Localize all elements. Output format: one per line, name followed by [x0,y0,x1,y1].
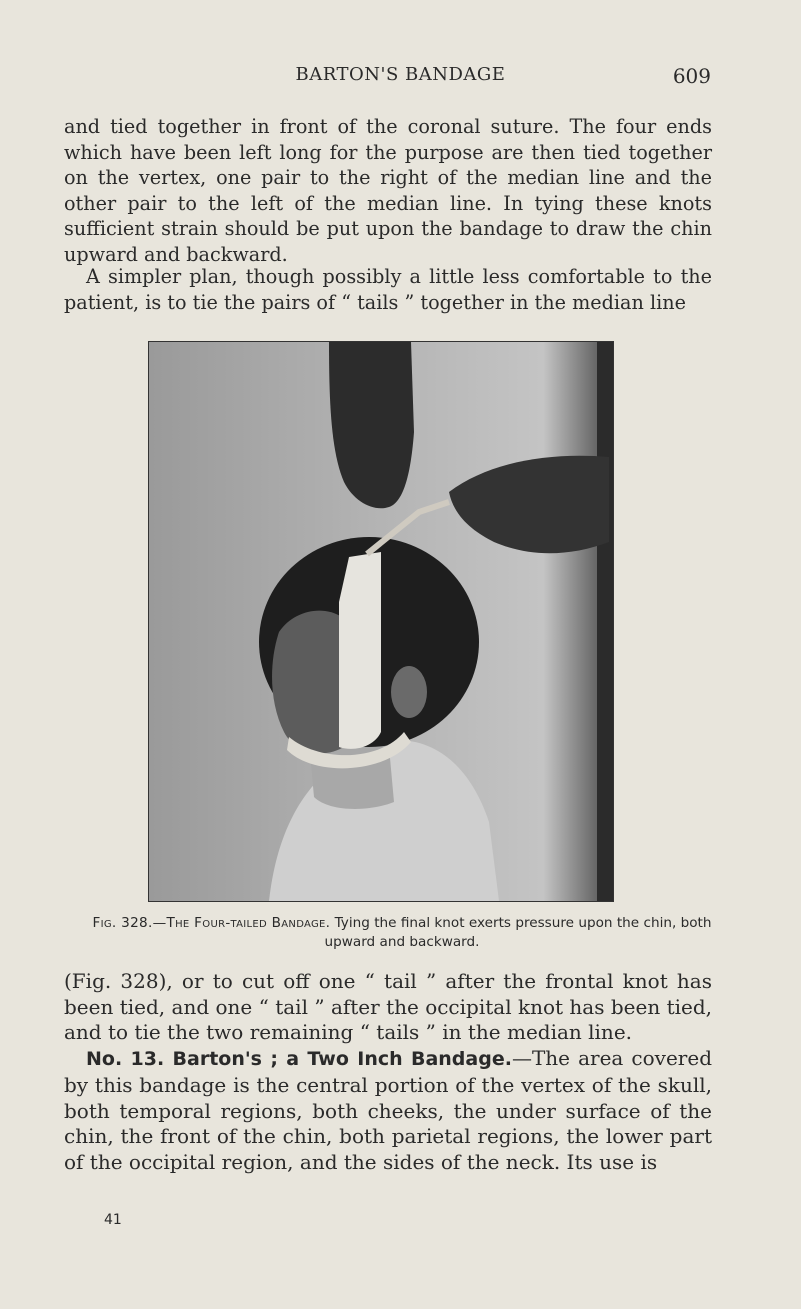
section-heading: No. 13. Barton's ; a Two Inch Bandage. [86,1048,512,1071]
photo-edge-shadow [597,342,613,901]
running-head: BARTON'S BANDAGE [295,64,506,85]
paragraph-3-start: (Fig. 328), or to cut off one “ tail ” after the frontal knot has been tied, and one “ tail ” after the occipital knot has been tied, and to tie the two remaining “ tails ” in the median line. [64,969,712,1045]
ear-shape [391,666,427,718]
figure-caption [92,914,712,952]
signature-mark: 41 [104,1212,122,1228]
figure-label: Fig. 328.—The Four-tailed Bandage. [92,915,331,931]
paragraph-3 [64,969,712,1176]
paragraph-3-end: —The area covered by this bandage is the central portion of the vertex of the skull, both temporal regions, both cheeks, the under surface of the chin, the front of the chin, both parietal regions, the lower part of the occipital region, and the sides of the neck. Its use is [64,1046,713,1174]
page-header [0,64,801,88]
bandage-vertical [339,552,381,749]
photo-illustration [149,342,613,901]
page-number: 609 [672,64,711,88]
paragraph-2: A simpler plan, though possibly a little less comfortable to the patient, is to tie the pairs of “ tails ” together in the median line [64,265,712,314]
caption-text: Tying the final knot exerts pressure upon the chin, both upward and backward. [324,915,712,950]
paragraph-1: and tied together in front of the coronal suture. The four ends which have been left long for the purpose are then tied together on the vertex, one pair to the right of the median line and the other pair to the left of the median line. In tying these knots sufficient strain should be put upon the bandage to draw the chin upward and backward. [64,115,712,266]
figure-photo [148,341,614,902]
